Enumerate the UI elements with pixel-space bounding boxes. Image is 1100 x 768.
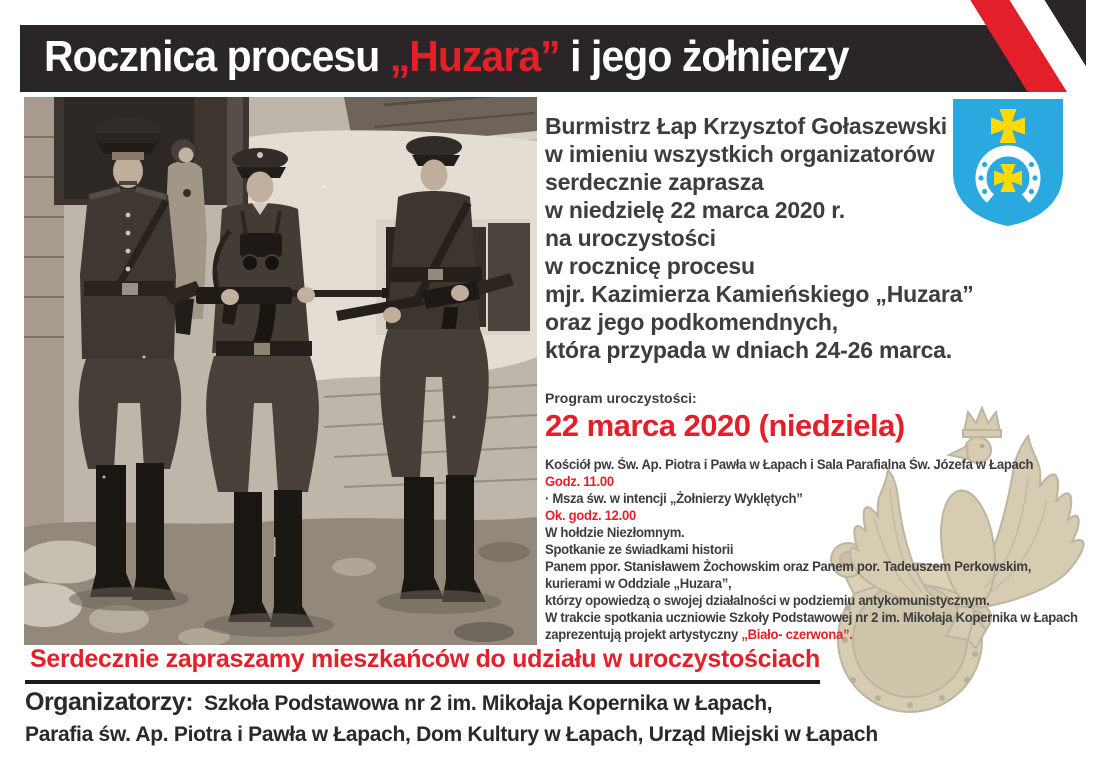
program-line: Godz. 11.00 — [545, 474, 614, 489]
program-details — [545, 456, 1100, 643]
invitation-line: oraz jego podkomendnych, — [545, 309, 838, 335]
program-line: Ok. godz. 12.00 — [545, 508, 636, 523]
program-line: W trakcie spotkania uczniowie Szkoły Podstawowej nr 2 im. Mikołaja Kopernika w Łapach — [545, 610, 1078, 625]
invitation-line: Burmistrz Łap Krzysztof Gołaszewski — [545, 113, 947, 139]
invitation-line: mjr. Kazimierza Kamieńskiego „Huzara” — [545, 281, 974, 307]
organizers-line1 — [25, 688, 878, 717]
title-highlight: „Huzara” — [389, 32, 560, 81]
program-line: Kościół pw. Św. Ap. Piotra i Pawła w Łapach i Sala Parafialna Św. Józefa w Łapach — [545, 457, 1034, 472]
title-post: i jego żołnierzy — [559, 32, 849, 81]
invitation-line: serdecznie zaprasza — [545, 169, 764, 195]
final-line-prefix: zaprezentują projekt artystyczny — [545, 627, 742, 642]
soldiers-photo — [24, 97, 537, 645]
program-line: · Msza św. w intencji „Żołnierzy Wyklętych” — [545, 491, 803, 506]
flag-ribbon-decoration — [925, 0, 1086, 92]
invitation-line: w niedzielę 22 marca 2020 r. — [545, 197, 845, 223]
sepia-tint — [24, 97, 537, 645]
program-final-line — [545, 626, 1100, 643]
program-line: kurierami w Oddziale „Huzara”, — [545, 576, 732, 591]
right-text-column — [545, 112, 1097, 643]
organizers-label: Organizatorzy: — [25, 688, 194, 716]
final-line-highlight: „Biało- czerwona”. — [741, 627, 853, 642]
invitation-line: na uroczystości — [545, 225, 716, 251]
footer-divider — [25, 680, 820, 684]
program-line: Spotkanie ze świadkami historii — [545, 542, 734, 557]
invitation-block — [545, 112, 1097, 364]
title-pre: Rocznica procesu — [44, 32, 390, 81]
program-date: 22 marca 2020 (niedziela) — [545, 408, 905, 443]
program-line: Panem ppor. Stanisławem Żochowskim oraz Panem por. Tadeuszem Perkowskim, — [545, 559, 1032, 574]
organizers-line2: Parafia św. Ap. Piotra i Pawła w Łapach, Dom Kultury w Łapach, Urząd Miejski w Łapach — [25, 723, 878, 746]
program-line: W hołdzie Niezłomnym. — [545, 525, 685, 540]
program-line: którzy opowiedzą o swojej działalności w podziemiu antykomunistycznym. — [545, 593, 990, 608]
invitation-line: która przypada w dniach 24-26 marca. — [545, 337, 952, 363]
poster-title — [44, 32, 849, 82]
invitation-line: w rocznicę procesu — [545, 253, 755, 279]
organizers-first: Szkoła Podstawowa nr 2 im. Mikołaja Kopernika w Łapach, — [193, 692, 773, 715]
invitation-line: w imieniu wszystkich organizatorów — [545, 141, 935, 167]
footer-invitation-text: Serdecznie zapraszamy mieszkańców do udziału w uroczystościach — [30, 645, 821, 673]
organizers-block — [25, 688, 878, 747]
program-label: Program uroczystości: — [545, 390, 697, 406]
